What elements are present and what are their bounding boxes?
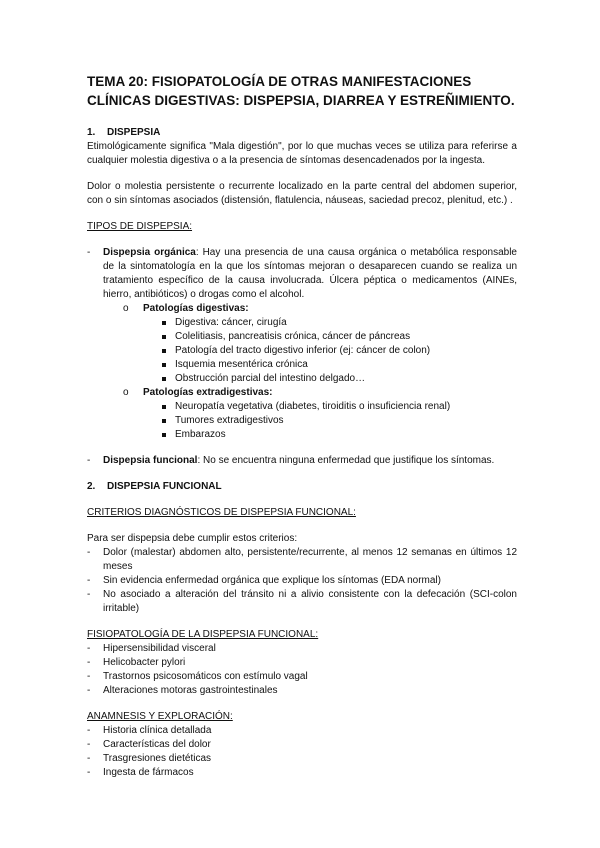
section-2-heading: 2. DISPEPSIA FUNCIONAL (87, 481, 222, 492)
list-item: - Alteraciones motoras gastrointestinales (87, 685, 278, 696)
list-item: - No asociado a alteración del tránsito ni a alivio consistente con la defecación (SCI-colon irritable) (87, 589, 517, 614)
list-item: Colelitiasis, pancreatisis crónica, cáncer de páncreas (87, 330, 517, 344)
list-item: - Dolor (malestar) abdomen alto, persistente/recurrente, al menos 12 semanas en últimos 12 meses (87, 547, 517, 572)
functional-dyspepsia-item: - Dispepsia funcional: No se encuentra ninguna enfermedad que justifique los síntomas. (87, 455, 495, 466)
extradigestive-pathologies: o Patologías extradigestivas: (123, 387, 273, 398)
list-item: - Trasgresiones dietéticas (87, 753, 212, 764)
digestive-pathologies: o Patologías digestivas: (123, 303, 249, 314)
section-1-title: DISPEPSIA (107, 127, 161, 138)
section-1-heading (87, 126, 517, 140)
list-item: Obstrucción parcial del intestino delgado… (87, 372, 517, 386)
section-1-number: 1. (87, 127, 96, 138)
list-item: Neuropatía vegetativa (diabetes, tiroiditis o insuficiencia renal) (87, 400, 517, 414)
criteria-heading: CRITERIOS DIAGNÓSTICOS DE DISPEPSIA FUNCIONAL: (87, 507, 356, 518)
organic-dyspepsia-label: Dispepsia orgánica (103, 247, 196, 258)
list-item: - Helicobacter pylori (87, 657, 186, 668)
list-item: Tumores extradigestivos (87, 414, 517, 428)
functional-dyspepsia-label: Dispepsia funcional (103, 455, 198, 466)
list-item: Patología del tracto digestivo inferior (ej: cáncer de colon) (87, 344, 517, 358)
list-item: - Ingesta de fármacos (87, 767, 194, 778)
document-title: TEMA 20: FISIOPATOLOGÍA DE OTRAS MANIFESTACIONES CLÍNICAS DIGESTIVAS: DISPEPSIA, DIARREA Y ESTREÑIMIENTO. (87, 74, 515, 108)
anamnesis-heading: ANAMNESIS Y EXPLORACIÓN: (87, 711, 233, 722)
list-item: - Sin evidencia enfermedad orgánica que explique los síntomas (EDA normal) (87, 575, 441, 586)
list-item: Isquemia mesentérica crónica (87, 358, 517, 372)
physiopathology-heading: FISIOPATOLOGÍA DE LA DISPEPSIA FUNCIONAL: (87, 629, 319, 640)
section-1-paragraph-1: Etimológicamente significa "Mala digestión", por lo que muchas veces se utiliza para referirse a cualquier molestia digestiva o a la presencia de síntomas desencadenados por la ingesta. (87, 141, 517, 166)
section-1-paragraph-2: Dolor o molestia persistente o recurrente localizado en la parte central del abdomen superior, con o sin síntomas asociados (distensión, flatulencia, náuseas, saciedad precoz, plenitud, etc.) . (87, 181, 517, 206)
list-item: - Historia clínica detallada (87, 725, 212, 736)
criteria-intro: Para ser dispepsia debe cumplir estos criterios: (87, 533, 298, 544)
list-item: - Hipersensibilidad visceral (87, 643, 216, 654)
document-page (87, 72, 517, 780)
list-item: - Trastornos psicosomáticos con estímulo vagal (87, 671, 308, 682)
types-heading: TIPOS DE DISPEPSIA: (87, 221, 193, 232)
organic-dyspepsia-text: : Hay una presencia de una causa orgánica o metabólica responsable de la sintomatología en la que los síntomas mejoran o desaparecen cuando se realiza un tratamiento específico de la causa involucrada. Úlcera péptica o medicamentos (AINEs, hierro, antibióticos) o drogas como el alcohol. (103, 247, 517, 300)
list-item: - Características del dolor (87, 739, 211, 750)
list-item: Embarazos (87, 428, 517, 442)
organic-dyspepsia-item: - Dispepsia orgánica: Hay una presencia de una causa orgánica o metabólica responsable de la sintomatología en la que los síntomas mejoran o desaparecen cuando se realiza un tratamiento específico de la causa involucrada. Úlcera péptica o medicamentos (AINEs, hierro, antibióticos) o drogas como el alcohol. (87, 247, 517, 300)
list-item: Digestiva: cáncer, cirugía (87, 316, 517, 330)
